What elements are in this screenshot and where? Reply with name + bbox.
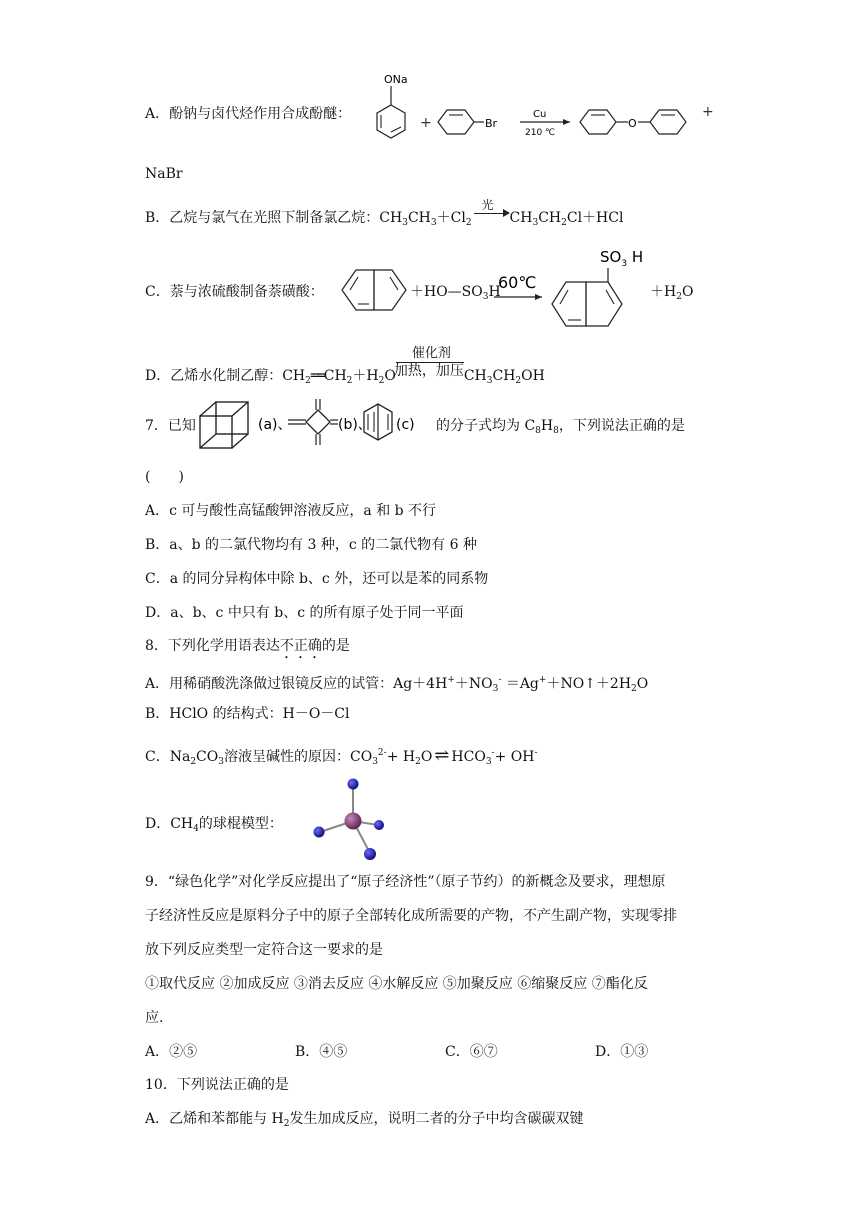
sulfuric-acid-reagent: $+HO—SO_3H$ [410,284,501,302]
benzene-ring-3 [580,110,616,134]
q8-option-a: A．用稀硝酸洗涤做过银镜反应的试管：$Ag+4H^++NO_3^-$ $=Ag^++NO↑+2H_2O$ [145,675,649,694]
q9-reaction-types-end: 应. [145,1010,164,1026]
q9-reaction-types: ①取代反应 ②加成反应 ③消去反应 ④水解反应 ⑤加聚反应 ⑥缩聚反应 ⑦酯化反 [145,976,648,992]
q8-option-d: D．$CH_4$的球棍模型： [145,816,283,834]
carbon-atom [345,813,362,830]
q7-option-c: C．a 的同分异构体中除 b、c 外，还可以是苯的同系物 [145,571,489,587]
plus-sign: + [420,115,432,131]
q9-stem-line1: 9．“绿色化学”对化学反应提出了“原子经济性”（原子节约）的新概念及要求，理想原 [145,874,666,890]
hydrogen-atom [374,820,384,830]
option-6d: D．乙烯水化制乙醇：$CH_2══CH_2+H_2O$ 催化剂 加热，加压 $CH_3CH_2OH$ [145,346,545,386]
q7-option-a: A．c 可与酸性高锰酸钾溶液反应，a 和 b 不行 [145,503,437,519]
so3h-label: $SO_3$ H [600,248,644,269]
q10-option-a: A．乙烯和苯都能与 $H_2$发生加成反应，说明二者的分子中均含碳碳双键 [145,1111,584,1129]
svg-text:60℃: 60℃ [498,273,537,292]
q7-stem-rest: 的分子式均为 $C_8H_8$，下列说法正确的是 [436,418,685,436]
q8-option-c: C．$Na_2CO_3$溶液呈碱性的原因：$CO_3^{2-}+ H_2O$ ⇌ $HCO_3^-+ OH^-$ [145,745,538,767]
q7-option-b: B．a、b 的二氯代物均有 3 种，c 的二氯代物有 6 种 [145,537,477,553]
light-arrow: 光 [472,204,510,222]
br-label: Br [485,117,498,130]
plus-sign-2: + [702,104,714,120]
label-a: (a)、 [258,417,292,433]
naphthalene-reactant [338,262,410,318]
q9-stem-line3: 放下列反应类型一定符合这一要求的是 [145,942,383,958]
q9-stem-line2: 子经济性反应是原料分子中的原子全部转化成所需要的产物，不产生副产物，实现零排 [145,908,677,924]
q9-option-b: B．④⑤ [295,1044,348,1060]
benzene-ring-4 [650,110,686,134]
q7-paren: ( ) [145,469,184,485]
option-6c-label: C．萘与浓硫酸制备萘磺酸： [145,284,324,300]
hydrogen-atom [348,779,359,790]
oxygen-label: O [628,117,637,130]
ona-label: ONa [384,73,408,86]
ch4-ball-and-stick-model [310,775,390,865]
label-b: (b)、 [338,417,372,433]
hydrogen-atom [314,827,325,838]
temperature-label: 210 ℃ [525,128,556,138]
label-c: (c) [396,417,415,433]
q9-option-a: A．②⑤ [145,1044,198,1060]
q9-option-c: C．⑥⑦ [445,1044,498,1060]
q10-stem: 10．下列说法正确的是 [145,1077,289,1093]
cyclobutane-ring [306,410,330,434]
nabr-continuation: NaBr [145,166,183,182]
equilibrium-arrow: ⇌ [434,745,450,766]
q8-option-b: B．HClO 的结构式：H－O－Cl [145,706,350,722]
q9-option-d: D．①③ [595,1044,649,1060]
water-product: $+H_2O$ [650,284,694,302]
phenoxide-ether-synthesis-equation [370,70,720,150]
q7-structures [196,398,436,456]
benzene-ring-2 [438,110,474,134]
q8-stem: 8．下列化学用语表达不正确的是 [145,638,350,654]
heat-arrow [494,270,546,304]
option-6b: B．乙烷与氯气在光照下制备氯乙烷：$CH_3CH_3+Cl_2$ 光 $CH_3CH_2Cl+HCl$ [145,198,624,228]
q7-intro: 7．已知 [145,418,196,434]
cu-catalyst: Cu [533,109,547,120]
option-6a-label: A．酚钠与卤代烃作用合成酚醚： [145,106,352,122]
q7-option-d: D．a、b、c 中只有 b、c 的所有原子处于同一平面 [145,605,464,621]
hydrogen-atom [364,848,376,860]
catalyst-arrow: 催化剂 加热，加压 [393,346,464,379]
